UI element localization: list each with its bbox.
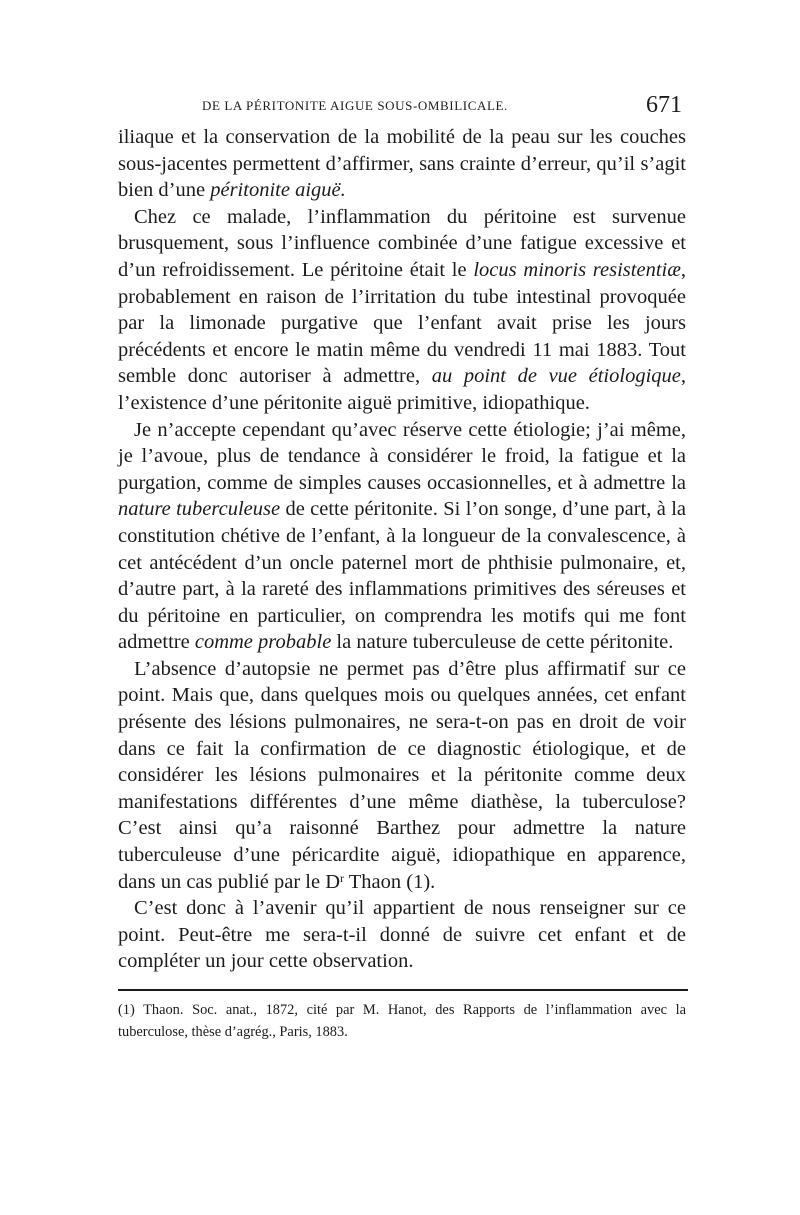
running-title: DE LA PÉRITONITE AIGUE SOUS-OMBILICALE. xyxy=(202,98,508,113)
italic-text: au point de vue étiologique xyxy=(431,365,681,388)
paragraph xyxy=(118,895,686,975)
paragraph-text: L’absence d’autopsie ne permet pas d’être plus affirmatif sur ce point. Mais que, dans quelques mois ou quelques années, cet enfant présente des lésions pulmonaires, ne sera-t-on pas en droit de voir dans ce fait la confirmation de ce diagnostic étiologique, et de considérer les lésions pulmonaires et la péritonite comme deux manifestations différentes d’une même diathèse, la tuberculose? C’est ainsi qu’a raisonné Barthez pour admettre la nature tuberculeuse d’une péricardite aiguë, idiopathique en apparence, dans un cas publié par le D xyxy=(118,657,686,893)
paragraph xyxy=(118,656,686,895)
paragraph xyxy=(118,124,686,204)
paragraph-text: la nature tuberculeuse de cette péritonite. xyxy=(331,631,674,654)
body-text xyxy=(118,124,686,975)
paragraph-text: de cette péritonite. Si l’on songe, d’une part, à la constitution chétive de l’enfant, à la longueur de la convalescence, à cet antécédent d’un oncle paternel mort de phthisie pulmonaire, et, d’autre part, à la rareté des inflammations primitives des séreuses et du péritoine en particulier, on comprendra les motifs qui me font admettre xyxy=(118,498,687,654)
book-page xyxy=(118,92,686,1043)
paragraph-text: C’est donc à l’avenir qu’il appartient de nous renseigner sur ce point. Peut-être me sera-t-il donné de suivre cet enfant et de compléter un jour cette observation. xyxy=(118,897,686,973)
paragraph-text: iliaque et la conservation de la mobilité de la peau sur les couches sous-jacentes permettent d’affirmer, sans crainte d’erreur, qu’il s’agit bien d’une xyxy=(118,126,686,202)
page-number: 671 xyxy=(646,92,682,118)
footnote: (1) Thaon. Soc. anat., 1872, cité par M. Hanot, des Rapports de l’inflammation avec la tuberculose, thèse d’agrég., Paris, 1883. xyxy=(118,1002,686,1040)
footnote-rule xyxy=(118,989,688,991)
paragraph-text: Chez ce malade, l’inflammation du péritoine est survenue brusquement, sous l’influence combinée d’une fatigue excessive et d’un refroidissement. Le péritoine était le xyxy=(118,205,686,281)
italic-text: comme probable xyxy=(194,631,332,654)
italic-text: locus minoris resistentiæ xyxy=(473,258,681,281)
paragraph xyxy=(118,417,686,656)
superscript-text: r xyxy=(340,870,345,885)
italic-text: nature tuberculeuse xyxy=(118,498,281,521)
paragraph-text: , probablement en raison de l’irritation du tube intestinal provoquée par la limonade purgative que l’enfant avait prise les jours précédents et encore le matin même du vendredi 11 mai 1883. Tout semble donc autoriser à admettre, xyxy=(118,258,687,388)
paragraph xyxy=(118,204,686,417)
running-head xyxy=(118,92,686,120)
paragraph-text: , l’existence d’une péritonite aiguë primitive, idiopathique. xyxy=(118,365,686,414)
paragraph-text: Thaon (1). xyxy=(344,870,436,893)
paragraph-text: Je n’accepte cependant qu’avec réserve cette étiologie; j’ai même, je l’avoue, plus de tendance à considérer le froid, la fatigue et la purgation, comme de simples causes occasionnelles, et à admettre la xyxy=(118,418,686,494)
italic-text: péritonite aiguë. xyxy=(210,179,346,202)
